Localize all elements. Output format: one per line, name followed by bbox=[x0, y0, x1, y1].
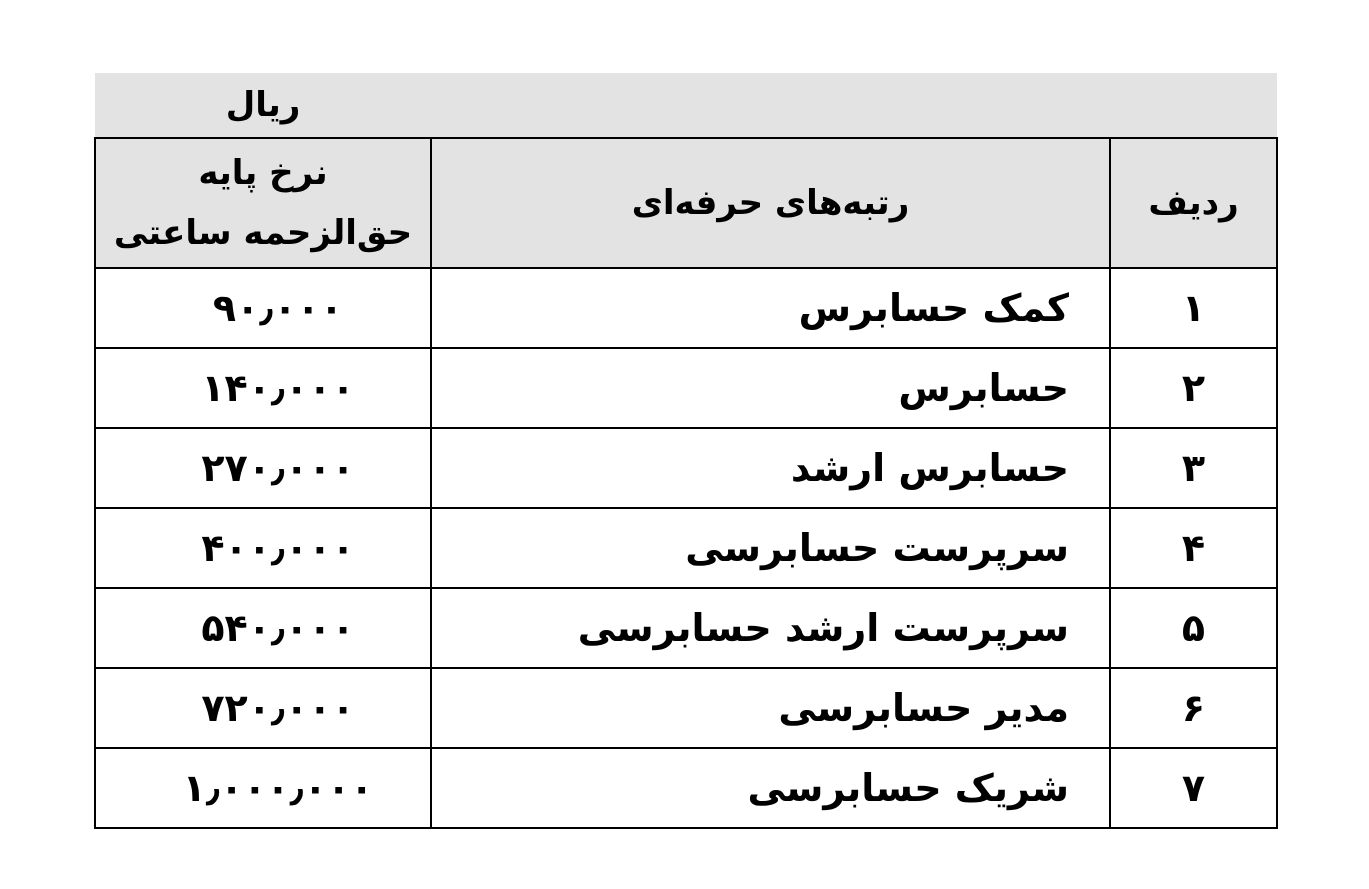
row-rank: سرپرست ارشد حسابرسی bbox=[431, 588, 1110, 668]
rate-table-container bbox=[94, 73, 1276, 829]
row-rate: ۵۴۰٫۰۰۰ bbox=[95, 588, 431, 668]
header-rate-line1: نرخ پایه bbox=[198, 153, 328, 193]
row-rate: ۹۰٫۰۰۰ bbox=[95, 268, 431, 348]
header-row-number: ردیف bbox=[1110, 138, 1277, 268]
header-rate-line2: حق‌الزحمه ساعتی bbox=[113, 213, 413, 253]
table-row bbox=[95, 428, 1277, 508]
row-number: ۷ bbox=[1110, 748, 1277, 828]
row-number: ۲ bbox=[1110, 348, 1277, 428]
header-professional-rank: رتبه‌های حرفه‌ای bbox=[431, 138, 1110, 268]
audit-rate-table bbox=[94, 73, 1278, 829]
table-row bbox=[95, 268, 1277, 348]
row-rate: ۱٫۰۰۰٫۰۰۰ bbox=[95, 748, 431, 828]
header-row bbox=[95, 138, 1277, 268]
row-number: ۵ bbox=[1110, 588, 1277, 668]
row-number: ۶ bbox=[1110, 668, 1277, 748]
table-row bbox=[95, 348, 1277, 428]
row-rate: ۷۲۰٫۰۰۰ bbox=[95, 668, 431, 748]
row-rate: ۱۴۰٫۰۰۰ bbox=[95, 348, 431, 428]
row-number: ۱ bbox=[1110, 268, 1277, 348]
unit-row-blank-rank bbox=[431, 73, 1110, 138]
table-row bbox=[95, 588, 1277, 668]
header-hourly-rate bbox=[95, 138, 431, 268]
row-rank: حسابرس ارشد bbox=[431, 428, 1110, 508]
currency-unit-label: ریال bbox=[95, 73, 431, 138]
row-number: ۳ bbox=[1110, 428, 1277, 508]
row-rate: ۲۷۰٫۰۰۰ bbox=[95, 428, 431, 508]
row-rank: حسابرس bbox=[431, 348, 1110, 428]
row-rank: شریک حسابرسی bbox=[431, 748, 1110, 828]
table-row bbox=[95, 668, 1277, 748]
row-rank: مدیر حسابرسی bbox=[431, 668, 1110, 748]
row-number: ۴ bbox=[1110, 508, 1277, 588]
table-row bbox=[95, 748, 1277, 828]
unit-row bbox=[95, 73, 1277, 138]
row-rank: کمک حسابرس bbox=[431, 268, 1110, 348]
table-row bbox=[95, 508, 1277, 588]
row-rate: ۴۰۰٫۰۰۰ bbox=[95, 508, 431, 588]
row-rank: سرپرست حسابرسی bbox=[431, 508, 1110, 588]
unit-row-blank-num bbox=[1110, 73, 1277, 138]
